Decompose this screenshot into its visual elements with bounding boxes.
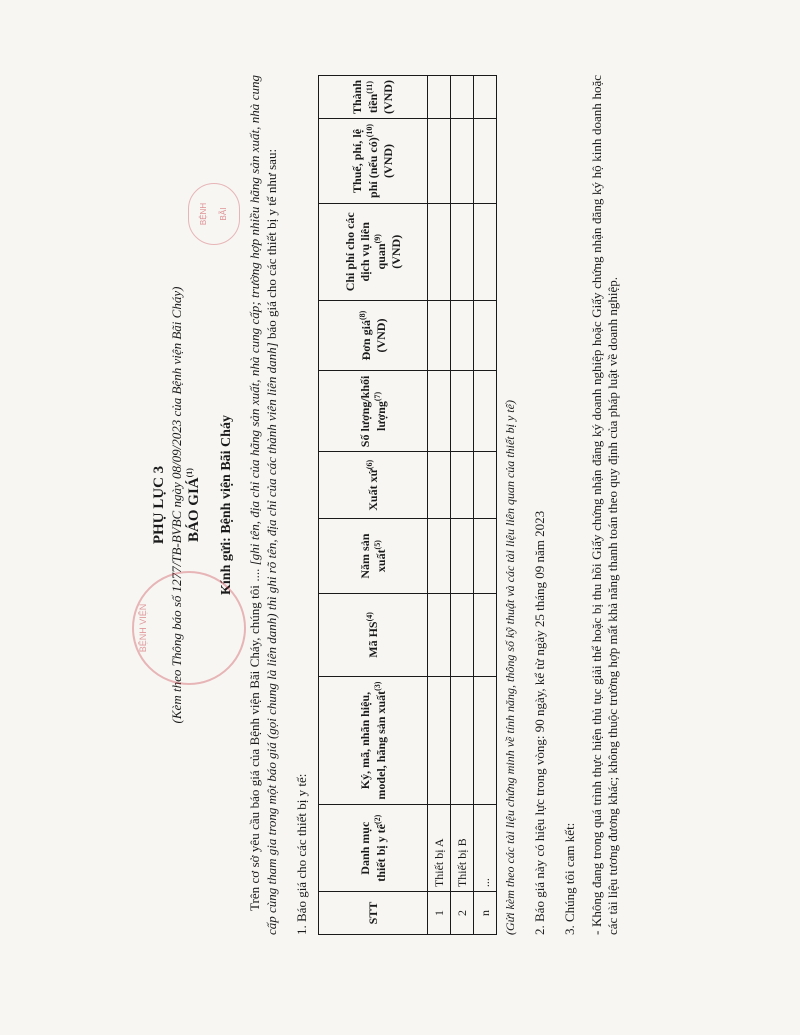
- attachment-note: (Gửi kèm theo các tài liệu chứng minh về tính năng, thông số kỹ thuật và các tài liệu liên quan của thiết bị y tế): [503, 400, 517, 935]
- intro-lead: Trên cơ sở yêu cầu báo giá của Bệnh viện Bãi Cháy, chúng tôi ....: [247, 565, 263, 911]
- commitment-item-1: - Không đang trong quá trình thực hiện thủ tục giải thể hoặc bị thu hồi Giấy chứng nhận đăng ký doanh nghiệp hoặc Giấy chứng nhận đăng ký hộ kinh doanh hoặc các tài liệu tương đương khác; không thuộc trường hợp mất khả năng thanh toán theo quy định của pháp luật về doanh nghiệp.: [588, 75, 620, 935]
- col-header-item: Danh mục thiết bị y tế$^{(2)}$: [319, 805, 428, 892]
- corner-stamp-line2: BÃI: [218, 207, 228, 221]
- stamp-text: BỆNH VIỆN: [138, 603, 148, 653]
- section-3-heading: 3. Chúng tôi cam kết:: [562, 822, 578, 935]
- intro-italic: [ghi tên, địa chỉ của hãng sản xuất, nhà cung cấp; trường hợp nhiều hãng sản xuất, nhà cung cấp cùng tham gia trong một báo giá (gọi chung là liên danh) thì ghi rõ tên, địa chỉ của các thành viên liên danh]: [247, 75, 279, 935]
- intro-paragraph: [247, 75, 280, 935]
- col-header-hs-code: Mã HS$^{(4)}$: [319, 594, 428, 677]
- col-header-service-cost: Chi phí cho các dịch vụ liên quan$^{(9)}$ (VND): [319, 203, 428, 300]
- page-content: [138, 75, 670, 935]
- table-header-row: [319, 76, 428, 935]
- quotation-table: [318, 75, 497, 935]
- table-row: [428, 76, 451, 935]
- appendix-title: PHỤ LỤC 3: [151, 465, 167, 545]
- col-header-total: Thành tiền$^{(11)}$ (VND): [319, 76, 428, 119]
- row-stt: 2: [451, 892, 474, 935]
- col-header-model: Ký, mã, nhãn hiệu, model, hãng sản xuất$^{(3)}$: [319, 676, 428, 805]
- section-1-heading: 1. Báo giá cho các thiết bị y tế:: [293, 773, 309, 935]
- appendix-subtitle: (Kèm theo Thông báo số 1277/TB-BVBC ngày 08/09/2023 của Bệnh viện Bãi Cháy): [168, 286, 184, 724]
- table-row: [474, 76, 497, 935]
- recipient-line: Kính gửi: Bệnh viện Bãi Cháy: [218, 415, 234, 595]
- hospital-stamp-seal: [132, 571, 246, 685]
- doc-title-text: BÁO GIÁ: [186, 477, 202, 542]
- corner-stamp: [188, 183, 240, 245]
- row-item: Thiết bị B: [451, 805, 474, 892]
- col-header-origin: Xuất xứ$^{(6)}$: [319, 452, 428, 519]
- col-header-tax: Thuế, phí, lệ phí (nếu có)$^{(10)}$ (VND): [319, 119, 428, 204]
- validity-statement: 2. Báo giá này có hiệu lực trong vòng: 90 ngày, kể từ ngày 25 tháng 09 năm 2023: [532, 510, 547, 935]
- row-item: ...: [474, 805, 497, 892]
- doc-title-sup: (1): [185, 468, 194, 478]
- intro-tail: báo giá cho các thiết bị y tế như sau:: [263, 148, 279, 343]
- col-header-year: Năm sản xuất$^{(5)}$: [319, 519, 428, 594]
- row-stt: n: [474, 892, 497, 935]
- row-item: Thiết bị A: [428, 805, 451, 892]
- row-stt: 1: [428, 892, 451, 935]
- corner-stamp-line1: BỆNH: [199, 202, 208, 226]
- col-header-quantity: Số lượng/khối lượng$^{(7)}$: [319, 371, 428, 452]
- table-row: [451, 76, 474, 935]
- col-header-stt: STT: [319, 892, 428, 935]
- col-header-unit-price: Đơn giá$^{(8)}$ (VND): [319, 300, 428, 371]
